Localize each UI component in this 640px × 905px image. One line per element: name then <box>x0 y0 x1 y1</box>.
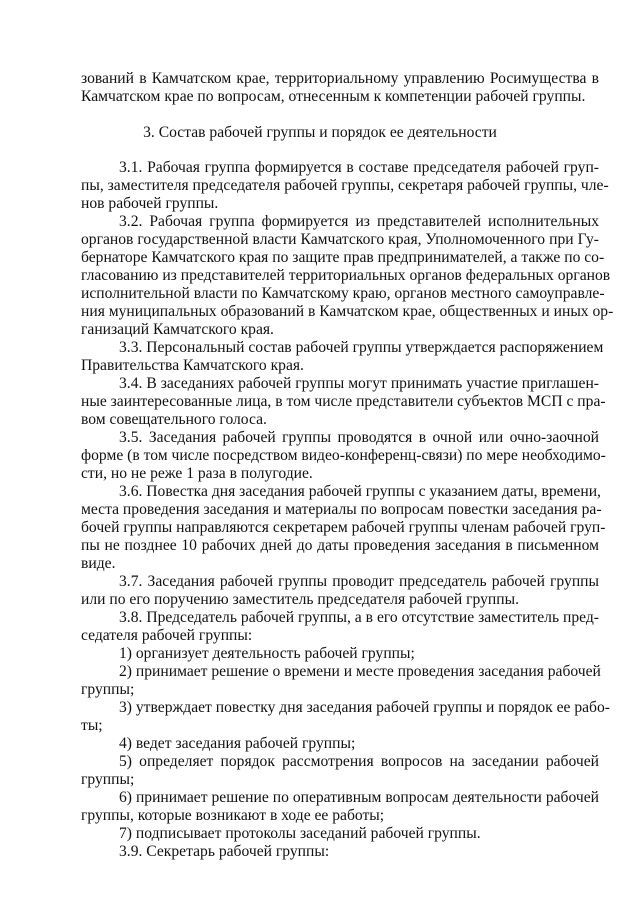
list-item: ты; <box>81 717 103 734</box>
paragraph-3-5-line: 3.5. Заседания рабочей группы проводятся в очной или очно-заочной <box>119 429 599 446</box>
list-item: 6) принимает решение по оперативным вопросам деятельности рабочей <box>119 789 599 806</box>
paragraph-3-6-line: бочей группы направляются секретарем рабочей группы членам рабочей груп- <box>81 519 606 536</box>
paragraph-3-2-line: органов государственной власти Камчатского края, Уполномоченного при Гу- <box>81 231 599 248</box>
paragraph-3-6-line: виде. <box>81 555 116 572</box>
paragraph-3-3-line: Правительства Камчатского края. <box>81 357 304 374</box>
paragraph-3-4-line: ные заинтересованные лица, в том числе представители субъектов МСП с пра- <box>81 393 606 410</box>
list-item: 2) принимает решение о времени и месте проведения заседания рабочей <box>119 663 601 680</box>
body-text-line: Камчатском крае по вопросам, отнесенным к компетенции рабочей группы. <box>81 88 586 105</box>
paragraph-3-1-line: нов рабочей группы. <box>81 195 219 212</box>
paragraph-3-9-heading: 3.9. Секретарь рабочей группы: <box>119 843 330 860</box>
paragraph-3-6-line: места проведения заседания и материалы по вопросам повестки заседания ра- <box>81 501 602 518</box>
paragraph-3-8-line: седателя рабочей группы: <box>81 627 253 644</box>
list-item: группы, которые возникают в ходе ее работы; <box>81 807 385 824</box>
paragraph-3-5-line: сти, но не реже 1 раза в полугодие. <box>81 465 313 482</box>
paragraph-3-1-line: 3.1. Рабочая группа формируется в составе председателя рабочей груп- <box>119 159 599 176</box>
paragraph-3-2-line: 3.2. Рабочая группа формируется из представителей исполнительных <box>119 213 599 230</box>
paragraph-3-8-line: 3.8. Председатель рабочей группы, а в его отсутствие заместитель пред- <box>119 609 599 626</box>
paragraph-3-2-line: ния муниципальных образований в Камчатском крае, общественных и иных ор- <box>81 303 614 320</box>
list-item: 1) организует деятельность рабочей группы; <box>119 645 415 662</box>
section-title: 3. Состав рабочей группы и порядок ее деятельности <box>143 124 497 141</box>
paragraph-3-7-line: 3.7. Заседания рабочей группы проводит председатель рабочей группы <box>119 573 599 590</box>
list-item: 5) определяет порядок рассмотрения вопросов на заседании рабочей <box>119 753 599 770</box>
body-text-line: зований в Камчатском крае, территориальному управлению Росимущества в <box>81 70 599 87</box>
paragraph-3-2-line: бернаторе Камчатского края по защите прав предпринимателей, а также по со- <box>81 249 605 266</box>
paragraph-3-2-line: гласованию из представителей территориальных органов федеральных органов <box>81 267 611 284</box>
list-item: 3) утверждает повестку дня заседания рабочей группы и порядок ее рабо- <box>119 699 610 716</box>
paragraph-3-5-line: форме (в том числе посредством видео-конференц-связи) по мере необходимо- <box>81 447 606 464</box>
paragraph-3-7-line: или по его поручению заместитель председателя рабочей группы. <box>81 591 519 608</box>
paragraph-3-6-line: 3.6. Повестка дня заседания рабочей группы с указанием даты, времени, <box>119 483 601 500</box>
paragraph-3-4-line: вом совещательного голоса. <box>81 411 267 428</box>
list-item: группы; <box>81 681 135 698</box>
paragraph-3-1-line: пы, заместителя председателя рабочей группы, секретаря рабочей группы, чле- <box>81 177 609 194</box>
paragraph-3-6-line: пы не позднее 10 рабочих дней до даты проведения заседания в письменном <box>81 537 599 554</box>
paragraph-3-2-line: ганизаций Камчатского края. <box>81 321 274 338</box>
list-item: 4) ведет заседания рабочей группы; <box>119 735 356 752</box>
list-item: 7) подписывает протоколы заседаний рабочей группы. <box>119 825 481 842</box>
paragraph-3-4-line: 3.4. В заседаниях рабочей группы могут принимать участие приглашен- <box>119 375 599 392</box>
paragraph-3-3-line: 3.3. Персональный состав рабочей группы утверждается распоряжением <box>119 339 604 356</box>
paragraph-3-2-line: исполнительной власти по Камчатскому краю, органов местного самоуправле- <box>81 285 605 302</box>
list-item: группы; <box>81 771 135 788</box>
